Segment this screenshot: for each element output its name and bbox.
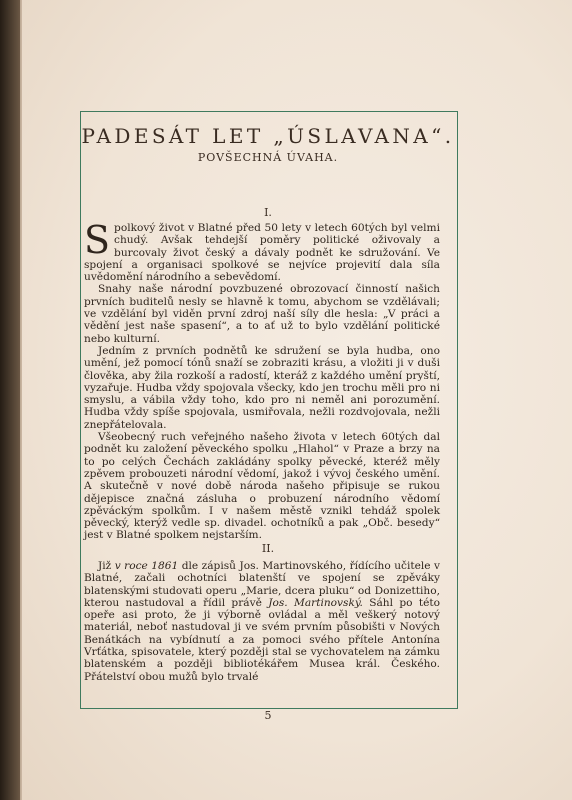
section-2-body <box>84 560 440 683</box>
paragraph-text: Sáhl po této opeře asi proto, že ji výborně ovládal a měl veškerý notový materiál, neboť nastudoval ji ve svém prvním působišti v Nových Benátkách na vybídnutí a za pomoci svého přítele Antonína Vrťátka, spisovatele, který později stal se vychovatelem na zámku blatenském a později bibliotékářem Musea král. Českého. Přátelství obou mužů bylo trvalé <box>84 596 441 683</box>
lead-word: Již <box>98 560 112 572</box>
paragraph-text: dle zápisů Jos. Martinovského, řídícího učitele v Blatné, začali ochotníci blatenští ve spojení se zpěváky blatenskými studovati operu „Marie, dcera pluku“ od Donizettiho, kterou nastudoval a řídil právě <box>84 560 440 609</box>
paragraph <box>84 218 440 284</box>
drop-cap: S <box>84 218 111 262</box>
paragraph: Jedním z prvních podnětů ke sdružení se byla hudba, ono umění, jež pomocí tónů snaží se zobraziti krásu, a vložiti ji v duši člověka, aby žila rozkoší a radostí, kteráž z každého umění pryští, vyzařuje. Hudba vždy spojovala všecky, kdo jen trochu měli pro ni smyslu, a vábila vždy toho, kdo pro ni neměl ani porozumění. Hudba vždy spíše spojovala, usmiřovala, nežli rozdvojovala, nežli znepřátelovala. <box>84 344 440 431</box>
document-title: PADESÁT LET „ÚSLAVANA“. <box>81 124 455 148</box>
section-heading-1: I. <box>264 206 272 219</box>
book-spine <box>0 0 20 800</box>
page-number: 5 <box>264 709 272 722</box>
italic-date: v roce 1861 <box>114 560 179 572</box>
italic-name: Jos. Martinovský. <box>268 596 363 609</box>
paragraph: Všeobecný ruch veřejného našeho života v letech 60tých dal podnět ku založení pěveckého spolku „Hlahol“ v Praze a brzy na to po celých Čechách zakládány spolky pěvecké, kteréž měly zpěvem probouzeti národní vědomí, jakož i vývoj českého umění. A skutečně v nové době národa našeho připisuje se rukou dějepisce značná zásluha o probuzení národního vědomí zpěváckým spolkům. I v našem městě vznikl tehdáž spolek pěvecký, kterýž vedle sp. divadel. ochotníků a pak „Obč. besedy“ jest v Blatné spolkem nejstarším. <box>84 431 440 542</box>
paragraph: Snahy naše národní povzbuzené obrozovací činností našich prvních buditelů nesly se hlavně k tomu, abychom se vzdělávali; ve vzdělání byl viděn první zdroj naší síly dle hesla: „V práci a vědění jest naše spasení“, a to ať už to bylo vzdělání politické nebo kulturní. <box>84 283 440 345</box>
paragraph-text: polkový život v Blatné před 50 lety v letech 60tých byl velmi chudý. Avšak tehdejší poměry politické oživovaly a burcovaly život český a dávaly podnět ke sdružování. Ve spojení a organisaci spolkové se nejvíce projevití dala síla uvědomění národního a sebevědomí. <box>84 222 440 284</box>
document-subtitle: POVŠECHNÁ ÚVAHA. <box>197 151 339 164</box>
section-1-body <box>84 218 440 542</box>
paragraph <box>84 560 440 683</box>
section-heading-2: II. <box>261 542 275 555</box>
